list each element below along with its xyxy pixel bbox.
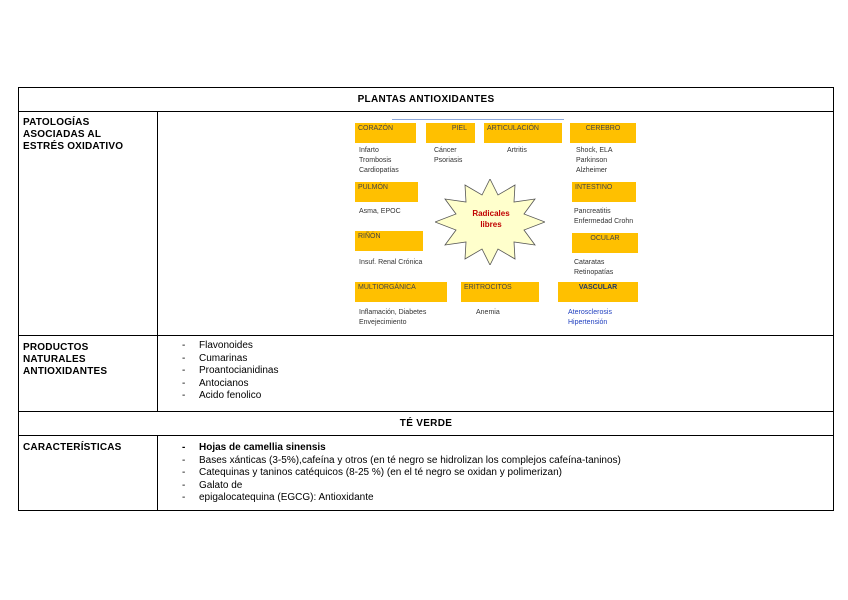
list-item: - Galato de xyxy=(182,480,833,493)
label-line: ESTRÉS OXIDATIVO xyxy=(23,141,124,152)
main-title: PLANTAS ANTIOXIDANTES xyxy=(357,94,495,105)
label-line: ASOCIADAS AL xyxy=(23,129,102,140)
box-piel: PIEL xyxy=(426,123,475,143)
intestino-desc: Pancreatitis Enfermedad Crohn xyxy=(574,208,634,225)
articulacion-desc: Artritis xyxy=(507,147,527,154)
productos-label xyxy=(19,336,158,411)
te-verde-row xyxy=(19,412,833,436)
label-line: PRODUCTOS xyxy=(23,342,89,353)
list-item: - Cumarinas xyxy=(182,353,833,366)
oxidative-stress-diagram xyxy=(158,112,833,335)
eritrocitos-desc: Anemia xyxy=(476,309,500,316)
patologias-diagram-cell xyxy=(158,112,833,335)
caracteristicas-cell xyxy=(158,436,833,510)
box-multiorganica: MULTIORGÁNICA xyxy=(355,282,447,302)
box-rinon: RIÑÓN xyxy=(355,231,423,251)
piel-desc: Cáncer Psoriasis xyxy=(434,147,463,164)
label-line: ANTIOXIDANTES xyxy=(23,366,108,377)
box-intestino: INTESTINO xyxy=(572,182,636,202)
caracteristicas-label xyxy=(19,436,158,510)
caracteristicas-row xyxy=(19,436,833,510)
label-line: NATURALES xyxy=(23,354,86,365)
productos-cell xyxy=(158,336,833,411)
list-item: - Proantocianidinas xyxy=(182,365,833,378)
patologias-row xyxy=(19,112,833,336)
multiorganica-desc: Inflamación, Diabetes Envejecimiento xyxy=(359,309,427,326)
center-label: Radicales libres xyxy=(472,209,510,229)
label-line: PATOLOGÍAS xyxy=(23,117,90,128)
box-cerebro: CEREBRO xyxy=(570,123,636,143)
box-articulacion: ARTICULACIÓN xyxy=(484,123,562,143)
list-item: - Acido fenolico xyxy=(182,390,833,403)
box-eritrocitos: ERITROCITOS xyxy=(461,282,539,302)
productos-row xyxy=(19,336,833,412)
title-row xyxy=(19,88,833,112)
divider-line xyxy=(392,119,564,120)
corazon-desc: Infarto Trombosis Cardiopatías xyxy=(359,147,399,174)
list-item: - Bases xánticas (3-5%),cafeína y otros (en té negro se hidrolizan los complejos cafeína-taninos) xyxy=(182,455,833,468)
list-item: - epigalocatequina (EGCG): Antioxidante xyxy=(182,492,833,505)
box-ocular: OCULAR xyxy=(572,233,638,253)
productos-list xyxy=(158,336,833,403)
caracteristicas-list xyxy=(158,436,833,505)
cerebro-desc: Shock, ELA Parkinson Alzheimer xyxy=(576,147,613,174)
vascular-desc: Aterosclerosis Hipertensión xyxy=(568,309,612,326)
box-pulmon: PULMÓN xyxy=(355,182,418,202)
main-table xyxy=(18,87,834,511)
list-item: - Hojas de camellia sinensis xyxy=(182,442,833,455)
rinon-desc: Insuf. Renal Crónica xyxy=(359,259,423,266)
list-item: - Antocianos xyxy=(182,378,833,391)
box-vascular: VASCULAR xyxy=(558,282,638,302)
pulmon-desc: Asma, EPOC xyxy=(359,208,401,215)
ocular-desc: Cataratas Retinopatías xyxy=(574,259,614,276)
patologias-label xyxy=(19,112,158,335)
box-corazon: CORAZÓN xyxy=(355,123,416,143)
list-item: - Catequinas y taninos catéquicos (8-25 %) (en el té negro se oxidan y polimerizan) xyxy=(182,467,833,480)
te-verde-title: TÉ VERDE xyxy=(399,418,453,429)
label-line: CARACTERÍSTICAS xyxy=(23,442,122,453)
list-item: - Flavonoides xyxy=(182,340,833,353)
